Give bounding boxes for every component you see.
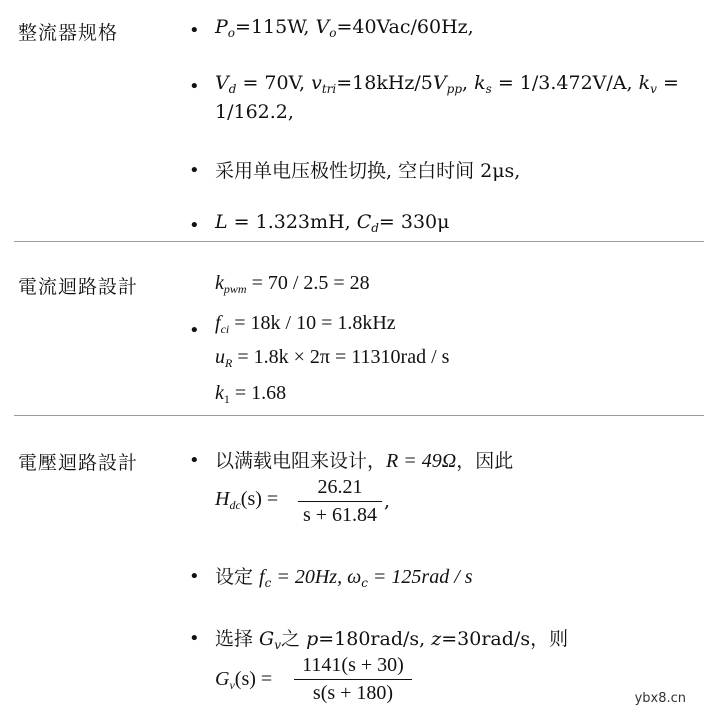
eq-ur: $u_R = 1.8k \times 2\pi = 11310rad / s$	[215, 346, 450, 370]
voltage-load-resistance: 以满载电阻来设计，R = 49Ω，因此	[215, 450, 514, 472]
tf-hdc-fraction	[298, 476, 382, 527]
bullet: •	[189, 628, 200, 649]
section-divider	[14, 241, 704, 242]
eq-k1: $k_1 = 1.68$	[215, 382, 287, 406]
tf-hdc-numerator: 26.21	[317, 476, 363, 498]
eq-fci: $f_{ci} = 18k / 10 = 1.8kHz$	[215, 312, 396, 336]
tf-gv-lhs: $G_v(s)$ =	[215, 668, 273, 692]
bullet: •	[189, 76, 200, 97]
bullet: •	[189, 20, 200, 41]
bullet: •	[189, 320, 200, 341]
voltage-gv-select: 选择 $G_v$之 p=180rad/s, z=30rad/s，则	[215, 628, 569, 652]
spec-switching: 采用单电压极性切换, 空白时间 2μs,	[215, 160, 521, 182]
section-divider	[14, 415, 704, 416]
section-label-current-loop: 電流迴路設計	[18, 276, 139, 298]
bullet: •	[189, 566, 200, 587]
fraction-bar	[298, 501, 382, 502]
tf-gv-numerator: 1141(s + 30)	[302, 654, 404, 676]
tf-gv-fraction	[294, 654, 412, 705]
watermark: ybx8.cn	[634, 691, 686, 706]
tf-hdc-lhs: $H_{dc}(s)$ =	[215, 488, 279, 512]
spec-l-cd: L = 1.323mH, $C_d= 330\mu$	[215, 211, 450, 235]
spec-power-voltage: $P_o=115W$, $V_o=40Vac/60Hz$,	[215, 16, 474, 40]
tf-hdc-comma: ,	[384, 490, 391, 512]
fraction-bar	[294, 679, 412, 680]
tf-hdc-denominator: s + 61.84	[302, 504, 378, 526]
section-label-voltage-loop: 電壓迴路設計	[18, 452, 139, 474]
tf-gv-denominator: s(s + 180)	[312, 682, 394, 704]
spec-kv-value: 1/162.2,	[215, 101, 294, 123]
spec-dc-tri-ks-kv: $V_d = 70V$, $v_{tri}=18kHz/5V_{pp}$, $k_s = 1/3.472V/A$, $k_v$ =	[215, 72, 679, 96]
bullet: •	[189, 160, 200, 181]
voltage-fc-wc: 设定 $f_c = 20Hz$, $\omega_c = 125rad / s$	[215, 566, 473, 590]
section-label-rectifier-spec: 整流器规格	[18, 22, 119, 44]
eq-kpwm: $k_{pwm} = 70 / 2.5 = 28$	[215, 272, 370, 296]
bullet: •	[189, 450, 200, 471]
bullet: •	[189, 215, 200, 236]
